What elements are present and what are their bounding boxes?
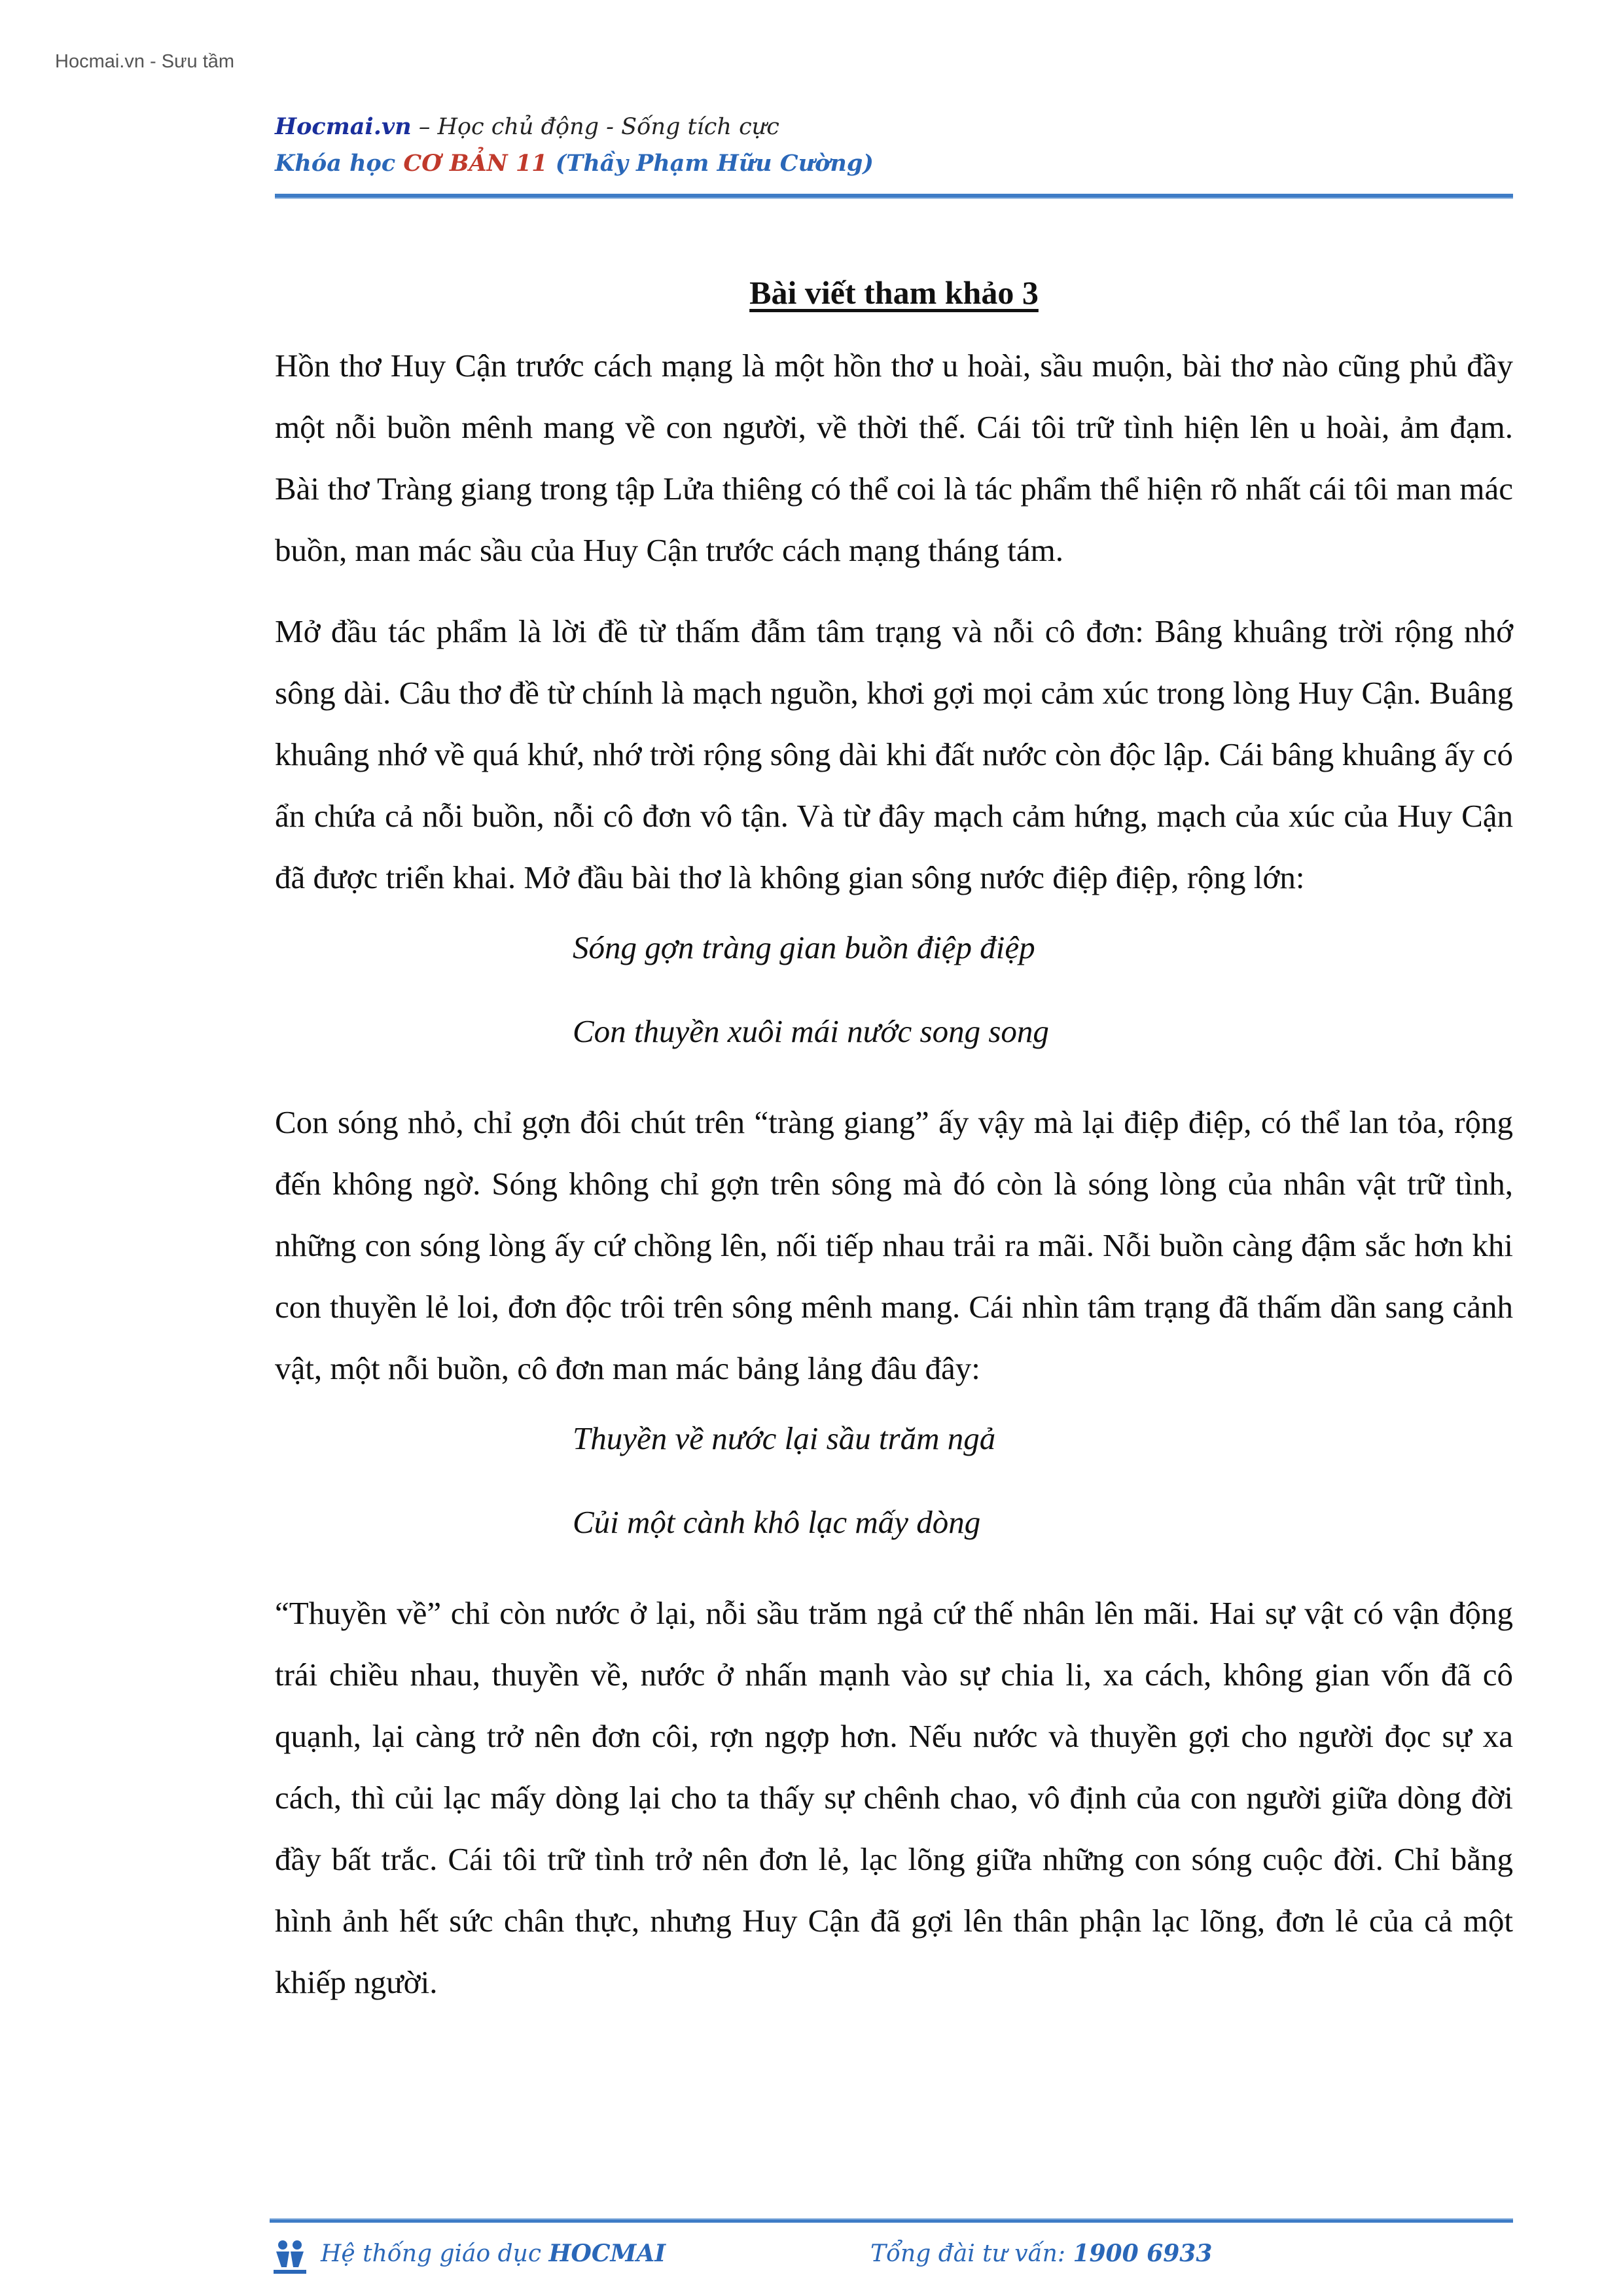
header-divider <box>275 194 1513 199</box>
paragraph-2: Mở đầu tác phẩm là lời đề từ thấm đẫm tâm trạng và nỗi cô đơn: Bâng khuâng trời rộng nhớ sông dài. Câu thơ đề từ chính là mạch nguồn, khơi gợi mọi cảm xúc trong lòng Huy Cận. Buâng khuâng nhớ về quá khứ, nhớ trời rộng sông dài khi đất nước còn độc lập. Cái bâng khuâng ấy có ẩn chứa cả nỗi buồn, nỗi cô đơn vô tận. Và từ đây mạch cảm hứng, mạch của xúc của Huy Cận đã được triển khai. Mở đầu bài thơ là không gian sông nước điệp điệp, rộng lớn: <box>275 613 1513 895</box>
paragraph-4: “Thuyền về” chỉ còn nước ở lại, nỗi sầu trăm ngả cứ thế nhân lên mãi. Hai sự vật có vận động trái chiều nhau, thuyền về, nước ở nhấn mạnh vào sự chia li, xa cách, không gian vốn đã cô quạnh, lại càng trở nên đơn côi, rợn ngợp hơn. Nếu nước và thuyền gợi cho người đọc sự xa cách, thì củi lạc mấy dòng lại cho ta thấy sự chênh chao, vô định của con người giữa dòng đời đầy bất trắc. Cái tôi trữ tình trở nên đơn lẻ, lạc lõng giữa những con sóng cuộc đời. Chỉ bằng hình ảnh hết sức chân thực, nhưng Huy Cận đã gợi lên thân phận lạc lõng, đơn lẻ của cả một khiếp người. <box>275 1595 1513 2000</box>
header-line-brand <box>275 109 1513 145</box>
course-teacher: (Thầy Phạm Hữu Cường) <box>547 150 874 177</box>
hocmai-logo-icon <box>270 2236 310 2276</box>
course-prefix: Khóa học <box>275 150 404 177</box>
document-body <box>275 254 1513 2033</box>
verse-block-1 <box>275 906 1513 1073</box>
course-name: CƠ BẢN 11 <box>403 150 548 177</box>
watermark: Hocmai.vn - Sưu tầm <box>55 51 235 72</box>
footer-system <box>321 2240 666 2267</box>
header-line-course <box>275 145 1513 182</box>
verse-line: Thuyền về nước lại sầu trăm ngả <box>573 1420 996 1456</box>
footer-system-brand: HOCMAI <box>548 2240 666 2267</box>
verse-line: Con thuyền xuôi mái nước song song <box>573 1013 1049 1049</box>
footer-row <box>270 2234 1513 2287</box>
footer-system-label: Hệ thống giáo dục <box>321 2240 549 2267</box>
page-header <box>275 109 1513 199</box>
verse-block-2 <box>275 1397 1513 1564</box>
paragraph-1: Hồn thơ Huy Cận trước cách mạng là một hồn thơ u hoài, sầu muộn, bài thơ nào cũng phủ đầy một nỗi buồn mênh mang về con người, về thời thế. Cái tôi trữ tình hiện lên u hoài, ảm đạm. Bài thơ Tràng giang trong tập Lửa thiêng có thể coi là tác phẩm thể hiện rõ nhất cái tôi man mác buồn, man mác sầu của Huy Cận trước cách mạng tháng tám. <box>275 348 1513 568</box>
brand-name: Hocmai.vn <box>275 113 412 140</box>
footer-hotline <box>870 2240 1212 2267</box>
page-footer <box>270 2218 1513 2287</box>
footer-divider <box>270 2218 1513 2223</box>
verse-line: Sóng gợn tràng gian buồn điệp điệp <box>573 929 1035 965</box>
brand-slogan: – Học chủ động - Sống tích cực <box>411 114 779 140</box>
verse-line: Củi một cành khô lạc mấy dòng <box>573 1504 981 1540</box>
footer-hotline-label: Tổng đài tư vấn: <box>870 2240 1073 2267</box>
document-title: Bài viết tham khảo 3 <box>749 274 1039 311</box>
footer-hotline-number: 1900 6933 <box>1073 2240 1213 2267</box>
paragraph-3: Con sóng nhỏ, chỉ gợn đôi chút trên “tràng giang” ấy vậy mà lại điệp điệp, có thể lan tỏa, rộng đến không ngờ. Sóng không chỉ gợn trên sông mà đó còn là sóng lòng của nhân vật trữ tình, những con sóng lòng ấy cứ chồng lên, nối tiếp nhau trải ra mãi. Nỗi buồn càng đậm sắc hơn khi con thuyền lẻ loi, đơn độc trôi trên sông mênh mang. Cái nhìn tâm trạng đã thấm dần sang cảnh vật, một nỗi buồn, cô đơn man mác bảng lảng đâu đây: <box>275 1104 1513 1386</box>
